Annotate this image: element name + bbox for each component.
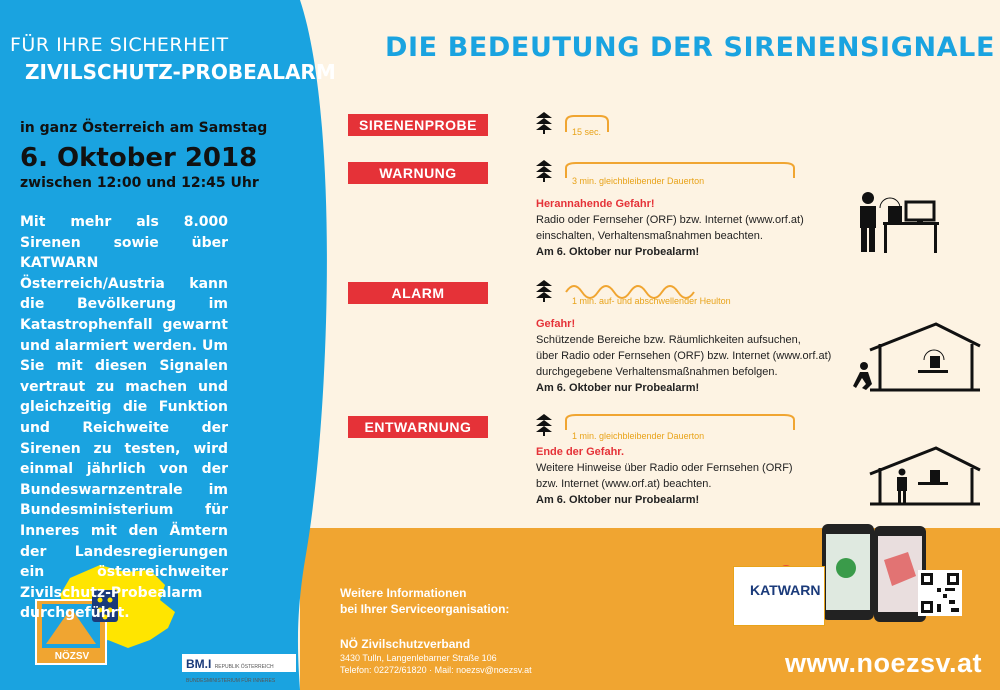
desc-warnung [536,196,836,260]
date: 6. Oktober 2018 [20,143,258,173]
date-intro: in ganz Österreich am Samstag [20,120,268,136]
note-entwarnung: Am 6. Oktober nur Probealarm! [536,494,700,506]
org-contact-block [340,652,532,676]
duration-warnung: 3 min. gleichbleibender Dauerton [572,176,705,186]
heading-alarm: Gefahr! [536,318,576,330]
signal-label-alarm: ALARM [348,282,488,304]
line-alarm-1: Schützende Bereiche bzw. Räumlichkeiten aufsuchen, [536,334,801,346]
info-text [340,585,509,617]
org-contact[interactable]: Telefon: 02272/61820 · Mail: noezsv@noezsv.at [340,665,532,675]
desc-entwarnung [536,444,836,508]
main-title: DIE BEDEUTUNG DER SIRENENSIGNALE [385,32,996,63]
note-alarm: Am 6. Oktober nur Probealarm! [536,382,700,394]
heading-warnung: Herannahende Gefahr! [536,198,655,210]
org-address: 3430 Tulln, Langenlebarner Straße 106 [340,653,497,663]
desc-alarm [536,316,856,396]
signal-label-sirenenprobe: SIRENENPROBE [348,114,488,136]
smartphones-image [822,524,926,622]
org-name: NÖ Zivilschutzverband [340,637,471,651]
left-title: ZIVILSCHUTZ-PROBEALARM [25,60,336,84]
body-text: Mit mehr als 8.000 Sirenen sowie über KATWARN Österreich/Austria kann die Bevölkerung im Katastrophenfall gewarnt und alarmiert werden. Um Sie mit diesen Signalen vertraut zu machen und gleichzeitig die Funktion und Reichweite der Sirenen zu testen, wird einmal jährlich von der Bundeswarnzentrale im Bundesministerium für Inneres mit den Ämtern der Landesregierungen ein österreichweiter Zivilschutz-Probealarm durchgeführt. [20,214,228,622]
note-warnung: Am 6. Oktober nur Probealarm! [536,246,700,258]
noezsv-logo-label: NÖZSV [54,651,90,662]
line-warnung-1: Radio oder Fernseher (ORF) bzw. Internet (www.orf.at) [536,214,804,226]
info-line-2: bei Ihrer Serviceorganisation: [340,602,510,616]
bmi-label: BM.I [186,657,212,671]
line-entwarnung-1: Weitere Hinweise über Radio oder Fernsehen (ORF) [536,462,793,474]
line-warnung-2: einschalten, Verhaltensmaßnahmen beachten. [536,230,763,242]
duration-entwarnung: 1 min. gleichbleibender Dauerton [572,431,705,441]
website-link[interactable]: www.noezsv.at [785,648,983,678]
signal-label-warnung: WARNUNG [348,162,488,184]
kicker-text: FÜR IHRE SICHERHEIT [10,34,229,56]
katwarn-url[interactable]: www.katwarn.at [742,609,813,620]
line-alarm-2: über Radio oder Fernsehen (ORF) bzw. Internet (www.orf.at) [536,350,832,362]
heading-entwarnung: Ende der Gefahr. [536,446,625,458]
line-entwarnung-2: bzw. Internet (www.orf.at) beachten. [536,478,712,490]
duration-sirenenprobe: 15 sec. [572,127,602,137]
bmi-sub: REPUBLIK ÖSTERREICH BUNDESMINISTERIUM FÜR INNERES [186,664,276,684]
signal-label-entwarnung: ENTWARNUNG [348,416,488,438]
info-line-1: Weitere Informationen [340,586,467,600]
qr-code-image [918,570,962,616]
line-alarm-3: durchgegebene Verhaltensmaßnahmen befolgen. [536,366,778,378]
time: zwischen 12:00 und 12:45 Uhr [20,175,259,191]
katwarn-logo: KATWARN [750,582,821,598]
bmi-logo [182,654,296,684]
duration-alarm: 1 min. auf- und abschwellender Heulton [572,296,731,306]
